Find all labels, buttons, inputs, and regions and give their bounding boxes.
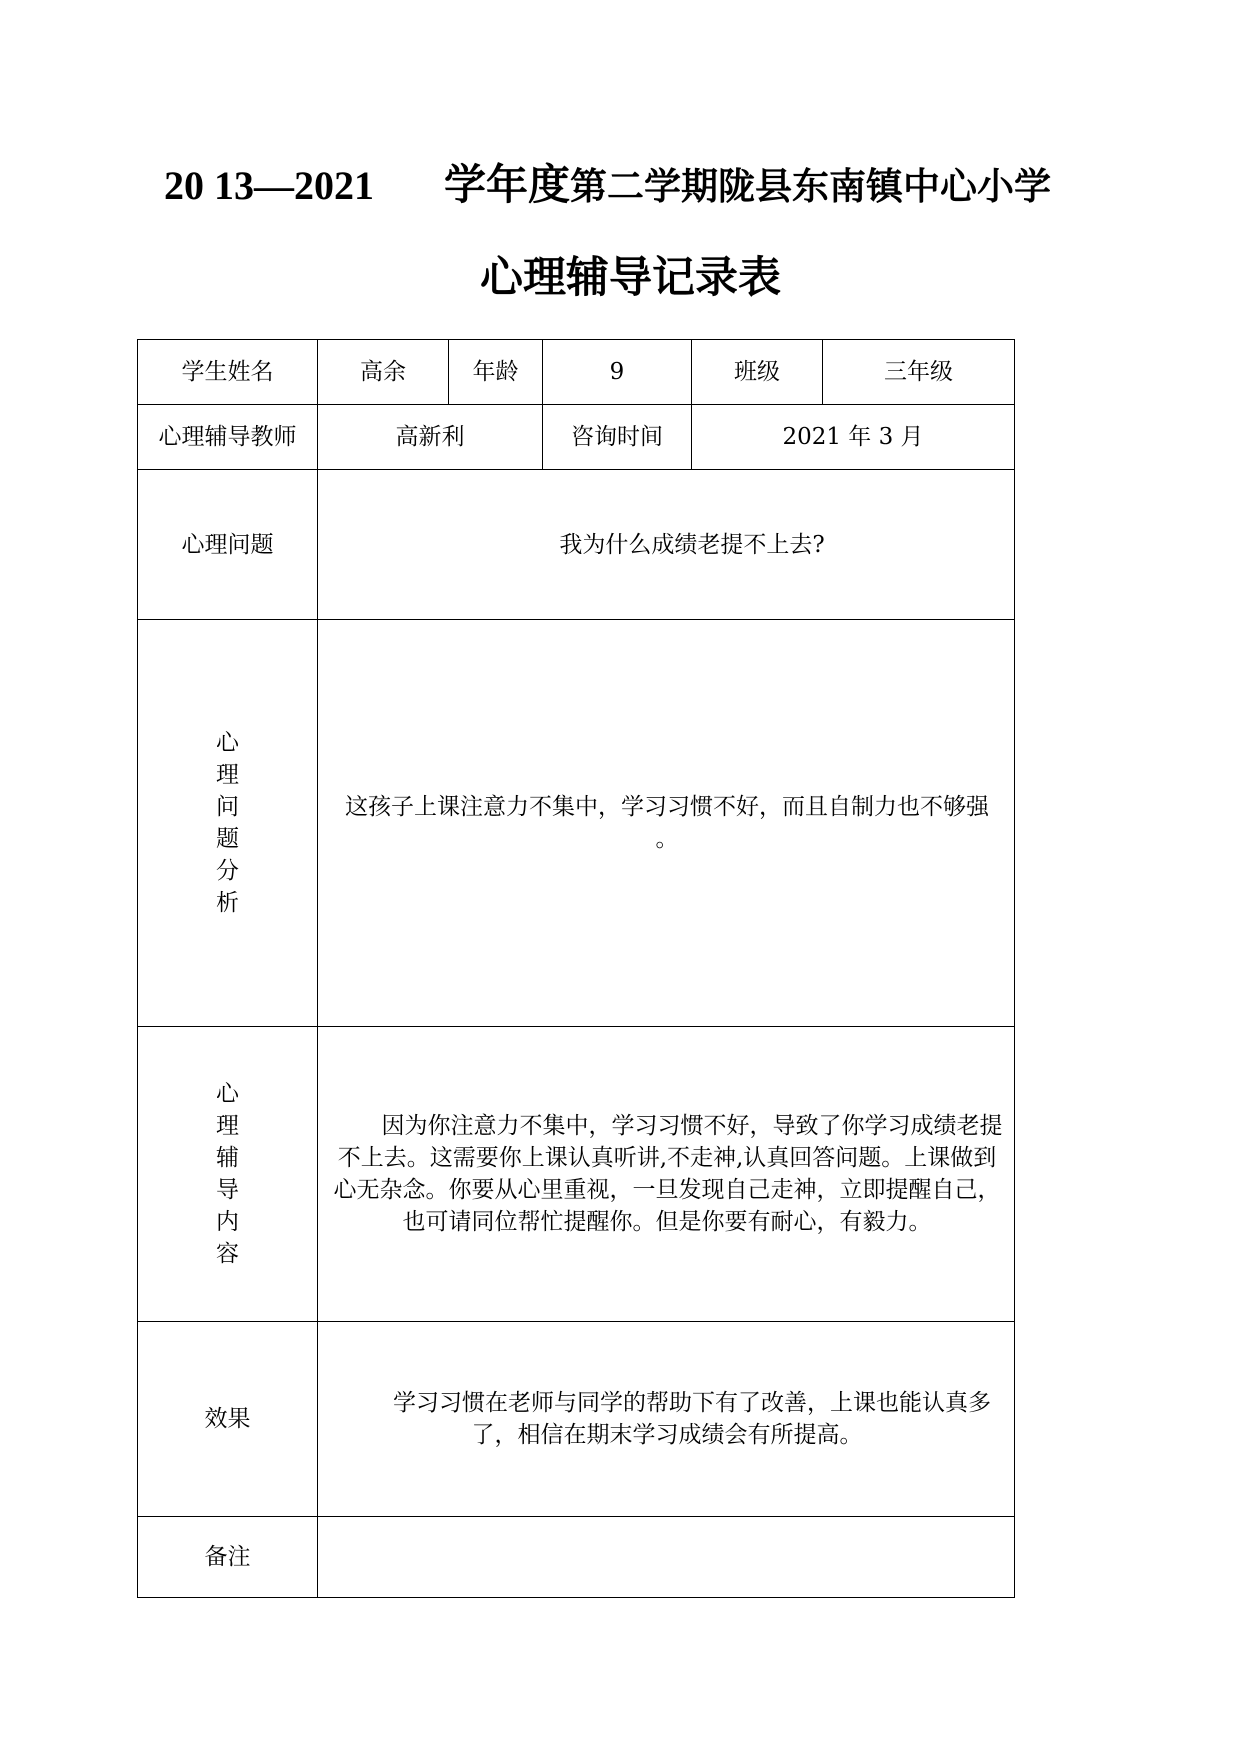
age-label: 年龄	[449, 340, 543, 405]
teacher-label: 心理辅导教师	[138, 405, 318, 470]
age-value: 9	[543, 340, 692, 405]
table-row-problem	[138, 470, 1015, 620]
analysis-label-char: 问	[216, 794, 239, 820]
guidance-label-char: 理	[216, 1113, 239, 1139]
school-year-word: 学年度	[444, 163, 571, 209]
class-value: 三年级	[823, 340, 1015, 405]
table-row-student-info	[138, 340, 1015, 405]
teacher-value: 高新利	[318, 405, 543, 470]
problem-label: 心理问题	[138, 470, 318, 620]
counseling-record-table	[137, 339, 1015, 1598]
guidance-label-char: 容	[216, 1241, 239, 1267]
class-label: 班级	[692, 340, 823, 405]
effect-text: 学习习惯在老师与同学的帮助下有了改善，上课也能认真多了，相信在期末学习成绩会有所提高。	[318, 1322, 1015, 1517]
problem-text: 我为什么成绩老提不上去?	[318, 470, 1015, 620]
table-row-teacher-info	[138, 405, 1015, 470]
remarks-text	[318, 1517, 1015, 1598]
student-name-value: 高余	[318, 340, 449, 405]
table-row-guidance	[138, 1027, 1015, 1322]
form-title: 心理辅导记录表	[480, 253, 781, 303]
guidance-label-char: 导	[216, 1177, 239, 1203]
analysis-label-char: 分	[216, 858, 239, 884]
remarks-label: 备注	[138, 1517, 318, 1598]
effect-label: 效果	[138, 1322, 318, 1517]
consult-time-value: 2021 年 3 月	[692, 405, 1015, 470]
analysis-label-char: 题	[216, 826, 239, 852]
guidance-label	[138, 1027, 318, 1322]
analysis-label-char: 析	[216, 890, 239, 916]
school-semester-name: 第二学期陇县东南镇中心小学	[570, 167, 1052, 208]
analysis-text: 这孩子上课注意力不集中，学习习惯不好，而且自制力也不够强 。	[318, 620, 1015, 1027]
school-year-range: 20 13—2021	[164, 163, 374, 208]
table-row-remarks	[138, 1517, 1015, 1598]
document-title-line-1	[164, 158, 1051, 216]
guidance-text: 因为你注意力不集中，学习习惯不好，导致了你学习成绩老提不上去。这需要你上课认真听讲,不走神,认真回答问题。上课做到心无杂念。你要从心里重视，一旦发现自己走神，立即提醒自己，也可请同位帮忙提醒你。但是你要有耐心，有毅力。	[318, 1027, 1015, 1322]
guidance-label-char: 辅	[216, 1145, 239, 1171]
table-row-effect	[138, 1322, 1015, 1517]
analysis-label-char: 理	[216, 762, 239, 788]
analysis-label-char: 心	[216, 730, 239, 756]
student-name-label: 学生姓名	[138, 340, 318, 405]
guidance-label-char: 内	[216, 1209, 239, 1235]
consult-time-label: 咨询时间	[543, 405, 692, 470]
analysis-label	[138, 620, 318, 1027]
table-row-analysis	[138, 620, 1015, 1027]
guidance-label-char: 心	[216, 1081, 239, 1107]
